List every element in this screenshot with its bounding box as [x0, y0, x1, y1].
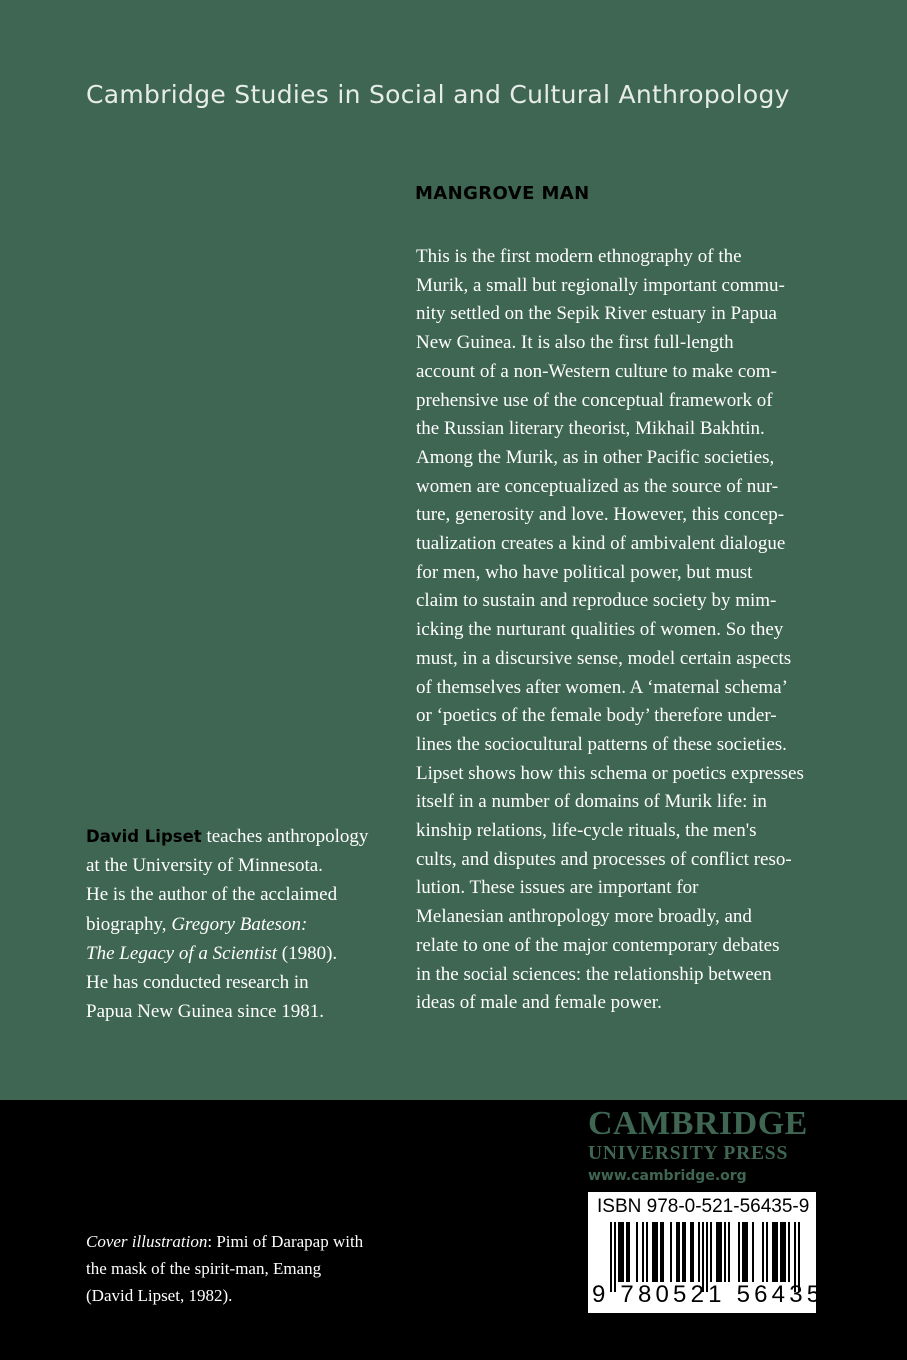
blurb-line: This is the first modern ethnography of the	[416, 246, 742, 267]
cover-credit-line: (David Lipset, 1982).	[86, 1286, 233, 1305]
cover-credit-line: : Pimi of Darapap with	[207, 1232, 364, 1251]
blurb-line: or ‘poetics of the female body’ therefore under-	[416, 705, 777, 727]
barcode-bar	[720, 1222, 722, 1282]
barcode-bar	[784, 1222, 786, 1282]
author-name: David Lipset	[86, 827, 202, 846]
blurb-line: lines the sociocultural patterns of these societies.	[416, 733, 787, 755]
barcode-bar	[622, 1222, 624, 1282]
ean-digits: 9 780521 564359	[592, 1281, 842, 1308]
blurb-line: nity settled on the Sepik River estuary in Papua	[416, 303, 777, 325]
author-bio-line: Papua New Guinea since 1981.	[86, 1001, 324, 1023]
cover-credit-label: Cover illustration	[86, 1232, 208, 1251]
barcode-bar	[660, 1222, 662, 1282]
barcode-bar	[698, 1222, 700, 1282]
isbn-barcode	[588, 1192, 842, 1313]
barcode-bar	[776, 1222, 778, 1282]
series-title: Cambridge Studies in Social and Cultural Anthropology	[86, 80, 790, 109]
blurb-line: cults, and disputes and processes of conflict reso-	[416, 848, 792, 870]
barcode-bar	[652, 1222, 654, 1282]
barcode-bar	[626, 1222, 628, 1282]
blurb-line: Murik, a small but regionally important commu-	[416, 274, 785, 296]
blurb-line: lution. These issues are important for	[416, 877, 699, 899]
barcode-bar	[718, 1222, 720, 1282]
blurb-line: Melanesian anthropology more broadly, and	[416, 906, 752, 928]
barcode-bar	[774, 1222, 776, 1282]
barcode-bar	[746, 1222, 748, 1282]
barcode-bar	[684, 1222, 686, 1282]
author-bio-line: at the University of Minnesota.	[86, 855, 323, 877]
barcode-bar	[728, 1222, 730, 1282]
barcode-bar	[766, 1222, 768, 1282]
blurb-line: relate to one of the major contemporary debates	[416, 934, 780, 956]
barcode-bar	[724, 1222, 726, 1282]
blurb-line: itself in a number of domains of Murik life: in	[416, 791, 767, 813]
publisher-subtitle: UNIVERSITY PRESS	[588, 1143, 789, 1164]
cover-illustration-credit	[86, 1228, 396, 1309]
cover-credit-line: the mask of the spirit-man, Emang	[86, 1259, 322, 1278]
barcode-bar	[676, 1222, 678, 1282]
barcode-bar	[690, 1222, 692, 1282]
blurb-line: the Russian literary theorist, Mikhail Bakhtin.	[416, 418, 765, 440]
barcode-bar	[742, 1222, 744, 1282]
barcode-bar	[618, 1222, 620, 1282]
blurb-line: ture, generosity and love. However, this concep-	[416, 504, 785, 526]
bateson-book-subtitle: The Legacy of a Scientist	[86, 942, 278, 964]
blurb-line: claim to sustain and reproduce society by mim-	[416, 590, 777, 612]
blurb-line: prehensive use of the conceptual framework of	[416, 389, 773, 411]
isbn-label: ISBN 978-0-521-56435-9	[597, 1196, 810, 1217]
book-title: MANGROVE MAN	[415, 183, 590, 204]
blurb-line: icking the nurturant qualities of women. So they	[416, 619, 784, 641]
blurb-line: Among the Murik, as in other Pacific societies,	[416, 446, 775, 468]
barcode-bar	[762, 1222, 764, 1282]
blurb-line: account of a non-Western culture to make com-	[416, 360, 777, 382]
publisher-url: www.cambridge.org	[588, 1168, 747, 1184]
barcode-bar	[642, 1222, 644, 1282]
author-bio-line: biography,	[86, 913, 172, 935]
barcode-bar	[744, 1222, 746, 1282]
author-bio-line: He is the author of the acclaimed	[86, 884, 338, 906]
blurb-line: must, in a discursive sense, model certain aspects	[416, 647, 792, 669]
blurb-line: tualization creates a kind of ambivalent dialogue	[416, 533, 786, 555]
barcode-bar	[738, 1222, 740, 1282]
barcode-bar	[662, 1222, 664, 1282]
blurb-line: for men, who have political power, but must	[416, 561, 753, 583]
author-bio-line: He has conducted research in	[86, 972, 309, 994]
barcode-bar	[716, 1222, 718, 1282]
barcode-bar	[788, 1222, 790, 1282]
blurb-line: kinship relations, life-cycle rituals, the men's	[416, 820, 757, 842]
blurb-line: ideas of male and female power.	[416, 992, 662, 1014]
publisher-logo	[588, 1106, 818, 1187]
barcode-bar	[620, 1222, 622, 1282]
book-blurb	[416, 243, 821, 1018]
barcode-bar	[636, 1222, 638, 1282]
barcode-bar	[656, 1222, 658, 1282]
blurb-line: Lipset shows how this schema or poetics expresses	[416, 762, 804, 784]
blurb-line: of themselves after women. A ‘maternal schema’	[416, 676, 788, 698]
blurb-line: in the social sciences: the relationship between	[416, 963, 772, 985]
bateson-book-year: (1980).	[277, 942, 338, 964]
publisher-name: CAMBRIDGE	[588, 1105, 808, 1142]
barcode-bar	[782, 1222, 784, 1282]
barcode-bar	[692, 1222, 694, 1282]
barcode-bar	[678, 1222, 680, 1282]
barcode-bar	[682, 1222, 684, 1282]
barcode-bar	[710, 1222, 712, 1282]
bateson-book-title: Gregory Bateson:	[171, 913, 308, 935]
barcode-bar	[752, 1222, 754, 1282]
blurb-line: New Guinea. It is also the first full-length	[416, 332, 734, 354]
barcode-bar	[772, 1222, 774, 1282]
author-bio	[86, 822, 386, 1026]
barcode-bar	[646, 1222, 648, 1282]
barcode-bar	[670, 1222, 672, 1282]
barcode-bar	[780, 1222, 782, 1282]
barcode-bar	[654, 1222, 656, 1282]
author-bio-line: teaches anthropology	[201, 826, 369, 847]
barcode-bar	[628, 1222, 630, 1282]
blurb-line: women are conceptualized as the source of nur-	[416, 475, 779, 497]
